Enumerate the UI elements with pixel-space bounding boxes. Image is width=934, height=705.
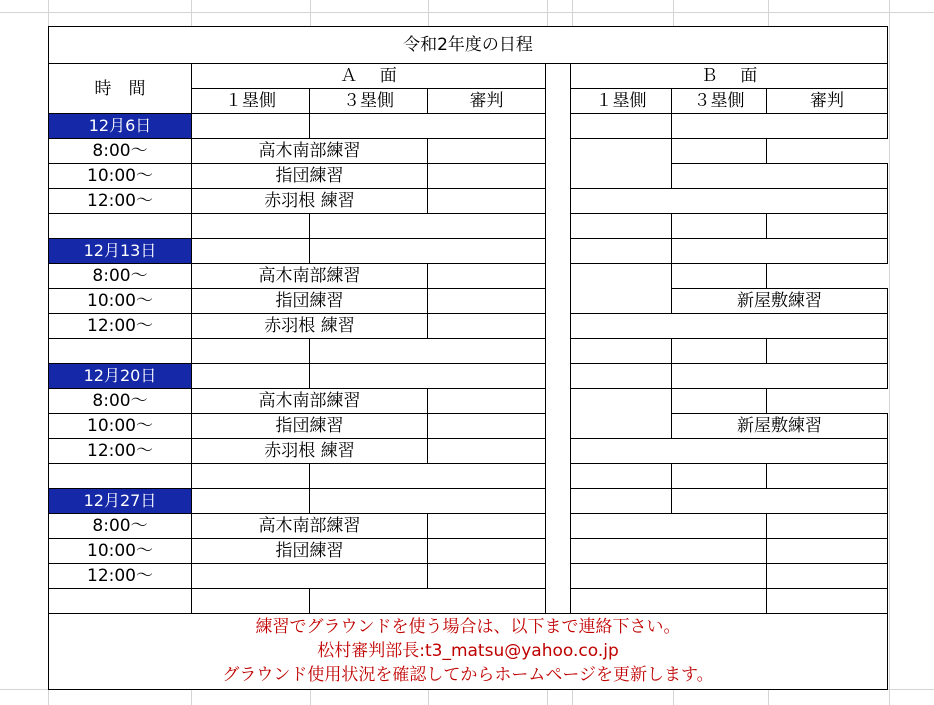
- a-field-assignment[interactable]: 高木南部練習: [192, 264, 428, 289]
- side-separator[interactable]: [546, 189, 571, 214]
- b-empty-cell[interactable]: [571, 139, 672, 189]
- empty-cell[interactable]: [571, 464, 672, 489]
- time-slot-row: [49, 539, 888, 564]
- date-cell[interactable]: 12月20日: [49, 364, 192, 389]
- side-separator[interactable]: [546, 389, 571, 414]
- a-umpire-header[interactable]: 審判: [428, 89, 546, 114]
- date-row: [49, 489, 888, 514]
- empty-cell[interactable]: [767, 589, 888, 614]
- blank-row: [49, 589, 888, 614]
- a-empty-cell[interactable]: [310, 489, 546, 514]
- side-separator: [546, 64, 571, 114]
- a-umpire-cell[interactable]: [428, 514, 546, 539]
- a-umpire-cell[interactable]: [428, 164, 546, 189]
- b-field-assignment[interactable]: [672, 164, 888, 189]
- schedule-table: [48, 26, 888, 690]
- a-field-assignment[interactable]: 赤羽根 練習: [192, 314, 428, 339]
- b-empty-cell[interactable]: [571, 239, 672, 264]
- time-slot-row: [49, 514, 888, 539]
- empty-cell[interactable]: [192, 339, 310, 364]
- b-umpire-cell[interactable]: [672, 264, 767, 289]
- a-umpire-cell[interactable]: [428, 139, 546, 164]
- empty-cell[interactable]: [49, 214, 192, 239]
- empty-cell[interactable]: [767, 339, 888, 364]
- blank-row: [49, 339, 888, 364]
- time-cell[interactable]: 12:00～: [49, 314, 192, 339]
- b-empty-cell[interactable]: [571, 389, 672, 439]
- b-field-assignment[interactable]: [571, 314, 888, 339]
- time-cell[interactable]: 12:00～: [49, 439, 192, 464]
- empty-cell[interactable]: [49, 464, 192, 489]
- b-side-header[interactable]: Ｂ 面: [571, 64, 888, 89]
- a-umpire-cell[interactable]: [428, 439, 546, 464]
- a-umpire-cell[interactable]: [428, 264, 546, 289]
- side-separator[interactable]: [546, 314, 571, 339]
- a-field-assignment[interactable]: [192, 564, 428, 589]
- date-row: [49, 114, 888, 139]
- side-separator[interactable]: [546, 339, 571, 364]
- side-separator[interactable]: [546, 564, 571, 589]
- note-line-3[interactable]: グラウンド使用状況を確認してからホームページを更新します。: [222, 665, 714, 685]
- a-first-base-header[interactable]: １塁側: [192, 89, 310, 114]
- side-separator[interactable]: [546, 439, 571, 464]
- empty-cell[interactable]: [192, 589, 310, 614]
- time-cell[interactable]: 8:00～: [49, 139, 192, 164]
- time-slot-row: [49, 164, 888, 189]
- empty-cell[interactable]: [49, 339, 192, 364]
- contact-note: [49, 614, 888, 690]
- a-side-header[interactable]: Ａ 面: [192, 64, 546, 89]
- a-field-assignment[interactable]: 赤羽根 練習: [192, 439, 428, 464]
- b-third-base-header[interactable]: ３塁側: [672, 89, 767, 114]
- empty-cell[interactable]: [310, 464, 546, 489]
- b-umpire-cell[interactable]: [672, 139, 767, 164]
- blank-row: [49, 214, 888, 239]
- side-separator[interactable]: [546, 139, 571, 164]
- date-cell[interactable]: 12月6日: [49, 114, 192, 139]
- a-field-assignment[interactable]: 指団練習: [192, 289, 428, 314]
- date-row: [49, 364, 888, 389]
- date-row: [49, 239, 888, 264]
- time-cell[interactable]: 8:00～: [49, 514, 192, 539]
- time-cell[interactable]: 10:00～: [49, 289, 192, 314]
- a-field-assignment[interactable]: 指団練習: [192, 414, 428, 439]
- b-umpire-header[interactable]: 審判: [767, 89, 888, 114]
- a-umpire-cell[interactable]: [428, 314, 546, 339]
- time-slot-row: [49, 414, 888, 439]
- a-empty-cell[interactable]: [192, 364, 310, 389]
- b-umpire-cell[interactable]: [767, 514, 888, 539]
- date-cell[interactable]: 12月13日: [49, 239, 192, 264]
- side-separator[interactable]: [546, 114, 571, 139]
- b-field-assignment[interactable]: 新屋敷練習: [672, 289, 888, 314]
- time-cell[interactable]: 8:00～: [49, 264, 192, 289]
- note-line-1[interactable]: 練習でグラウンドを使う場合は、以下まで連絡下さい。: [255, 617, 681, 637]
- a-field-assignment[interactable]: 指団練習: [192, 164, 428, 189]
- b-first-base-header[interactable]: １塁側: [571, 89, 672, 114]
- time-slot-row: [49, 564, 888, 589]
- b-umpire-cell[interactable]: [767, 564, 888, 589]
- side-separator[interactable]: [546, 164, 571, 189]
- a-third-base-header[interactable]: ３塁側: [310, 89, 428, 114]
- time-slot-row: [49, 264, 888, 289]
- a-umpire-cell[interactable]: [428, 414, 546, 439]
- empty-cell[interactable]: [767, 214, 888, 239]
- side-separator[interactable]: [546, 264, 571, 289]
- b-empty-cell[interactable]: [672, 114, 888, 139]
- a-empty-cell[interactable]: [310, 364, 546, 389]
- time-slot-row: [49, 439, 888, 464]
- time-slot-row: [49, 389, 888, 414]
- b-umpire-cell[interactable]: [767, 539, 888, 564]
- time-cell[interactable]: 10:00～: [49, 164, 192, 189]
- a-empty-cell[interactable]: [310, 239, 546, 264]
- side-separator[interactable]: [546, 289, 571, 314]
- b-field-assignment[interactable]: [571, 539, 767, 564]
- a-umpire-cell[interactable]: [428, 289, 546, 314]
- time-cell[interactable]: 10:00～: [49, 414, 192, 439]
- a-field-assignment[interactable]: 指団練習: [192, 539, 428, 564]
- empty-cell[interactable]: [310, 339, 546, 364]
- time-cell[interactable]: 10:00～: [49, 539, 192, 564]
- a-empty-cell[interactable]: [192, 114, 310, 139]
- a-empty-cell[interactable]: [310, 114, 546, 139]
- time-slot-row: [49, 139, 888, 164]
- empty-cell[interactable]: [192, 214, 310, 239]
- side-separator[interactable]: [546, 239, 571, 264]
- empty-cell[interactable]: [767, 464, 888, 489]
- side-separator[interactable]: [546, 589, 571, 614]
- empty-cell[interactable]: [672, 339, 767, 364]
- empty-cell[interactable]: [672, 214, 767, 239]
- empty-cell[interactable]: [192, 464, 310, 489]
- blank-row: [49, 464, 888, 489]
- side-separator[interactable]: [546, 464, 571, 489]
- time-slot-row: [49, 289, 888, 314]
- b-empty-cell[interactable]: [672, 364, 888, 389]
- a-empty-cell[interactable]: [192, 239, 310, 264]
- a-field-assignment[interactable]: 高木南部練習: [192, 139, 428, 164]
- a-umpire-cell[interactable]: [428, 564, 546, 589]
- time-slot-row: [49, 189, 888, 214]
- b-empty-cell[interactable]: [571, 114, 672, 139]
- empty-cell[interactable]: [571, 339, 672, 364]
- time-cell[interactable]: 12:00～: [49, 189, 192, 214]
- side-separator[interactable]: [546, 414, 571, 439]
- empty-cell[interactable]: [571, 214, 672, 239]
- a-field-assignment[interactable]: 赤羽根 練習: [192, 189, 428, 214]
- b-field-assignment[interactable]: [571, 439, 888, 464]
- empty-cell[interactable]: [310, 589, 546, 614]
- empty-cell[interactable]: [571, 589, 767, 614]
- date-cell[interactable]: 12月27日: [49, 489, 192, 514]
- side-separator[interactable]: [546, 539, 571, 564]
- side-separator[interactable]: [546, 514, 571, 539]
- a-empty-cell[interactable]: [192, 489, 310, 514]
- note-line-2[interactable]: 松村審判部長:t3_matsu@yahoo.co.jp: [317, 641, 619, 661]
- b-field-assignment[interactable]: [571, 514, 767, 539]
- time-cell[interactable]: 12:00～: [49, 564, 192, 589]
- b-empty-cell[interactable]: [571, 364, 672, 389]
- b-empty-cell[interactable]: [571, 489, 672, 514]
- b-umpire-cell[interactable]: [672, 389, 767, 414]
- a-umpire-cell[interactable]: [428, 389, 546, 414]
- side-separator[interactable]: [546, 214, 571, 239]
- a-umpire-cell[interactable]: [428, 189, 546, 214]
- b-empty-cell[interactable]: [672, 489, 888, 514]
- empty-cell[interactable]: [310, 214, 546, 239]
- b-field-assignment[interactable]: 新屋敷練習: [672, 414, 888, 439]
- b-field-assignment[interactable]: [571, 189, 888, 214]
- b-empty-cell[interactable]: [571, 264, 672, 314]
- time-cell[interactable]: 8:00～: [49, 389, 192, 414]
- time-slot-row: [49, 314, 888, 339]
- b-field-assignment[interactable]: [571, 564, 767, 589]
- a-umpire-cell[interactable]: [428, 539, 546, 564]
- a-field-assignment[interactable]: 高木南部練習: [192, 389, 428, 414]
- b-empty-cell[interactable]: [672, 239, 888, 264]
- a-field-assignment[interactable]: 高木南部練習: [192, 514, 428, 539]
- side-separator[interactable]: [546, 489, 571, 514]
- schedule-title[interactable]: 令和2年度の日程: [49, 27, 888, 64]
- empty-cell[interactable]: [49, 589, 192, 614]
- time-column-header[interactable]: 時 間: [49, 64, 192, 114]
- side-separator[interactable]: [546, 364, 571, 389]
- empty-cell[interactable]: [672, 464, 767, 489]
